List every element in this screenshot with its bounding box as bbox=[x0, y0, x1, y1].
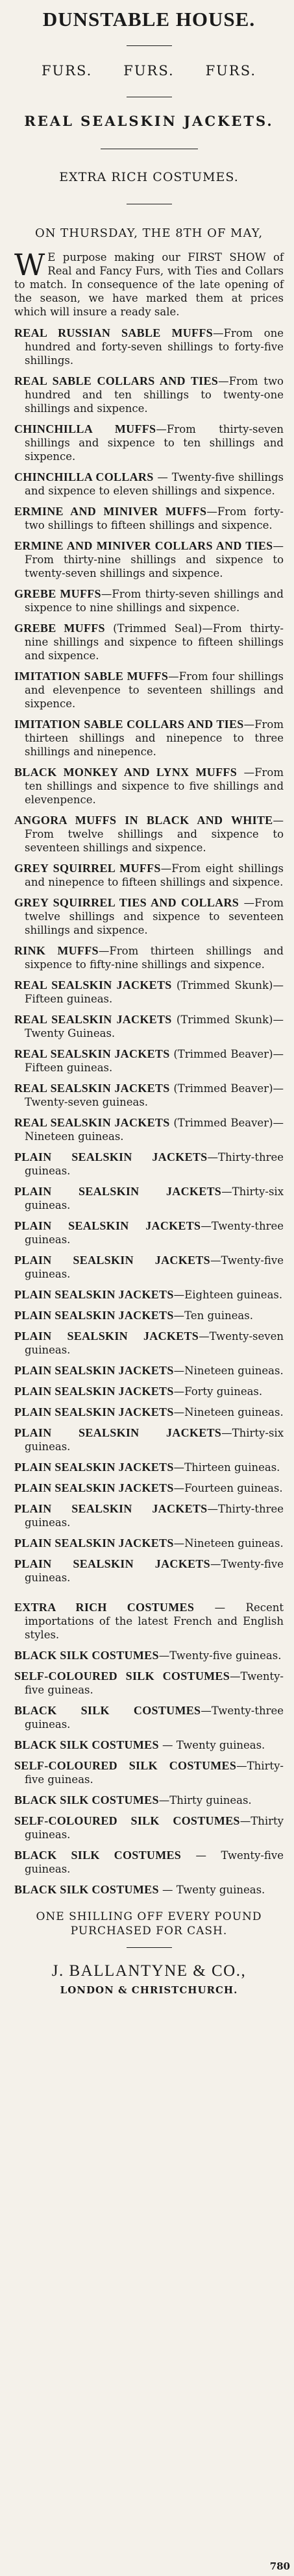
costume-price-item bbox=[14, 1738, 284, 1752]
item-description: —Twenty-seven guineas. bbox=[25, 1330, 284, 1356]
item-heading: SELF-COLOURED SILK COSTUMES bbox=[14, 1759, 237, 1772]
jacket-price-item bbox=[14, 1082, 284, 1109]
jacket-price-item bbox=[14, 1309, 284, 1322]
jacket-price-item bbox=[14, 1013, 284, 1040]
item-heading: PLAIN SEALSKIN JACKETS bbox=[14, 1385, 174, 1398]
jacket-price-item bbox=[14, 978, 284, 1006]
item-description: —Twenty-five guineas. bbox=[25, 1254, 284, 1280]
item-heading: BLACK SILK COSTUMES bbox=[14, 1704, 201, 1717]
item-description: — Recent importations of the latest French and English styles. bbox=[25, 1601, 284, 1641]
costume-price-item bbox=[14, 1793, 284, 1807]
item-description: —Thirty guineas. bbox=[25, 1815, 284, 1841]
item-description: —Twenty-five guineas. bbox=[25, 1558, 284, 1584]
item-description: —Twenty-five guineas. bbox=[25, 1670, 284, 1696]
furs-row bbox=[26, 63, 272, 79]
furs-word: FURS. bbox=[205, 63, 257, 79]
item-heading: EXTRA RICH COSTUMES bbox=[14, 1601, 195, 1614]
costume-price-item bbox=[14, 1649, 284, 1662]
fur-price-item bbox=[14, 944, 284, 971]
item-description: (Trimmed Seal)—From thirty-nine shillings and sixpence to fifteen shillings and sixpence. bbox=[25, 622, 284, 662]
jacket-price-item bbox=[14, 1405, 284, 1419]
fur-price-item bbox=[14, 422, 284, 463]
item-description: (Trimmed Beaver)—Fifteen guineas. bbox=[25, 1048, 284, 1074]
item-heading: IMITATION SABLE COLLARS AND TIES bbox=[14, 718, 244, 731]
item-heading: SELF-COLOURED SILK COSTUMES bbox=[14, 1670, 230, 1683]
item-description: —From eight shillings and ninepence to fifteen shillings and sixpence. bbox=[25, 862, 284, 888]
furs-word: FURS. bbox=[41, 63, 93, 79]
item-description: — Twenty-five shillings and sixpence to eleven shillings and sixpence. bbox=[25, 471, 284, 497]
item-heading: PLAIN SEALSKIN JACKETS bbox=[14, 1219, 201, 1232]
item-description: —From twelve shillings and sixpence to seventeen shillings and sixpence. bbox=[25, 897, 284, 936]
jacket-price-item bbox=[14, 1288, 284, 1302]
jacket-price-item bbox=[14, 1502, 284, 1529]
item-description: —From four shillings and elevenpence to seventeen shillings and sixpence. bbox=[25, 670, 284, 710]
item-heading: SELF-COLOURED SILK COSTUMES bbox=[14, 1814, 240, 1827]
item-description: —Thirty-five guineas. bbox=[25, 1760, 284, 1786]
item-heading: BLACK MONKEY AND LYNX MUFFS bbox=[14, 766, 238, 779]
section-subheading: EXTRA RICH COSTUMES. bbox=[59, 170, 239, 184]
furs-price-list bbox=[14, 326, 284, 971]
firm-location: LONDON & CHRISTCHURCH. bbox=[60, 1984, 238, 1996]
section-heading: REAL SEALSKIN JACKETS. bbox=[24, 113, 274, 129]
intro-text: E purpose making our FIRST SHOW of Real and Fancy Furs, with Ties and Collars to match. In consequence of the late opening of the season, we have marked them at prices which will insure a ready sale. bbox=[14, 251, 284, 318]
item-description: — Twenty-five guineas. bbox=[25, 1849, 284, 1875]
drop-cap: W bbox=[14, 247, 45, 282]
item-heading: PLAIN SEALSKIN JACKETS bbox=[14, 1330, 199, 1343]
item-description: —From ten shillings and sixpence to five shillings and elevenpence. bbox=[25, 766, 284, 806]
item-description: —Ten guineas. bbox=[173, 1309, 253, 1322]
item-description: —Fourteen guineas. bbox=[173, 1482, 283, 1494]
item-heading: ANGORA MUFFS IN BLACK AND WHITE bbox=[14, 814, 273, 827]
item-heading: REAL SEALSKIN JACKETS bbox=[14, 1082, 170, 1095]
item-description: — Twenty guineas. bbox=[158, 1739, 265, 1751]
jacket-price-item bbox=[14, 1047, 284, 1075]
jacket-price-item bbox=[14, 1150, 284, 1178]
fur-price-item bbox=[14, 539, 284, 580]
jacket-price-item bbox=[14, 1330, 284, 1357]
cash-offer bbox=[14, 1910, 284, 1938]
item-description: —Twenty-three guineas. bbox=[25, 1705, 284, 1731]
jacket-price-item bbox=[14, 1185, 284, 1212]
divider-rule bbox=[127, 45, 172, 46]
costume-price-item bbox=[14, 1849, 284, 1876]
item-description: —From thirty-nine shillings and sixpence to twenty-seven shillings and sixpence. bbox=[25, 540, 284, 579]
fur-price-item bbox=[14, 718, 284, 759]
item-heading: ERMINE AND MINIVER MUFFS bbox=[14, 505, 207, 518]
cash-offer-line: ONE SHILLING OFF EVERY POUND bbox=[36, 1910, 262, 1923]
item-description: —Eighteen guineas. bbox=[173, 1289, 283, 1301]
item-description: —Thirty-six guineas. bbox=[25, 1185, 284, 1211]
item-heading: GREBE MUFFS bbox=[14, 587, 101, 600]
jacket-price-item bbox=[14, 1557, 284, 1585]
jacket-price-item bbox=[14, 1426, 284, 1453]
item-heading: PLAIN SEALSKIN JACKETS bbox=[14, 1309, 174, 1322]
jacket-price-item bbox=[14, 1385, 284, 1398]
item-heading: GREBE MUFFS bbox=[14, 622, 105, 635]
costume-price-item bbox=[14, 1670, 284, 1697]
jacket-price-item bbox=[14, 1254, 284, 1281]
firm-name: J. BALLANTYNE & CO., bbox=[51, 1962, 247, 1980]
item-description: (Trimmed Beaver)—Nineteen guineas. bbox=[25, 1117, 284, 1143]
jacket-price-item bbox=[14, 1219, 284, 1246]
item-heading: PLAIN SEALSKIN JACKETS bbox=[14, 1461, 174, 1474]
item-description: (Trimmed Skunk)—Twenty Guineas. bbox=[25, 1014, 284, 1039]
item-heading: IMITATION SABLE MUFFS bbox=[14, 670, 169, 683]
fur-price-item bbox=[14, 862, 284, 889]
jacket-price-item bbox=[14, 1537, 284, 1550]
item-description: —From thirty-seven shillings and sixpence to ten shillings and sixpence. bbox=[25, 423, 284, 463]
item-heading: PLAIN SEALSKIN JACKETS bbox=[14, 1288, 174, 1301]
item-description: —Twenty-three guineas. bbox=[25, 1220, 284, 1246]
item-description: —From two hundred and ten shillings to twenty-one shillings and sixpence. bbox=[25, 375, 284, 415]
item-heading: BLACK SILK COSTUMES bbox=[14, 1649, 159, 1662]
item-heading: ERMINE AND MINIVER COLLARS AND TIES bbox=[14, 539, 273, 552]
item-heading: BLACK SILK COSTUMES bbox=[14, 1849, 182, 1862]
costume-price-item bbox=[14, 1814, 284, 1841]
item-heading: PLAIN SEALSKIN JACKETS bbox=[14, 1254, 210, 1267]
item-description: —From thirty-seven shillings and sixpence to nine shillings and sixpence. bbox=[25, 588, 284, 614]
item-description: —Forty guineas. bbox=[173, 1385, 263, 1398]
item-heading: BLACK SILK COSTUMES bbox=[14, 1793, 159, 1806]
item-description: —Thirty-six guineas. bbox=[25, 1427, 284, 1453]
jacket-price-item bbox=[14, 1481, 284, 1495]
costume-price-item bbox=[14, 1704, 284, 1731]
item-description: —Thirteen guineas. bbox=[173, 1461, 280, 1474]
furs-word: FURS. bbox=[123, 63, 175, 79]
fur-price-item bbox=[14, 814, 284, 855]
item-heading: CHINCHILLA MUFFS bbox=[14, 422, 156, 435]
item-description: —Thirty-three guineas. bbox=[25, 1151, 284, 1177]
item-heading: REAL RUSSIAN SABLE MUFFS bbox=[14, 326, 213, 339]
costume-price-item bbox=[14, 1601, 284, 1642]
item-heading: PLAIN SEALSKIN JACKETS bbox=[14, 1537, 174, 1549]
item-description: —Nineteen guineas. bbox=[173, 1537, 284, 1549]
item-description: —Nineteen guineas. bbox=[173, 1365, 284, 1377]
fur-price-item bbox=[14, 587, 284, 614]
item-description: —From forty-two shillings to fifteen shillings and sixpence. bbox=[25, 505, 284, 531]
fur-price-item bbox=[14, 896, 284, 937]
item-description: —Twenty-five guineas. bbox=[158, 1649, 282, 1662]
item-heading: PLAIN SEALSKIN JACKETS bbox=[14, 1185, 222, 1198]
divider-rule bbox=[127, 1947, 172, 1948]
item-heading: REAL SABLE COLLARS AND TIES bbox=[14, 374, 219, 387]
item-heading: PLAIN SEALSKIN JACKETS bbox=[14, 1405, 174, 1418]
fur-price-item bbox=[14, 470, 284, 498]
item-description: —From twelve shillings and sixpence to seventeen shillings and sixpence. bbox=[25, 814, 284, 854]
costume-price-item bbox=[14, 1883, 284, 1897]
cash-offer-line: PURCHASED FOR CASH. bbox=[70, 1925, 228, 1938]
item-description: (Trimmed Beaver)—Twenty-seven guineas. bbox=[25, 1082, 284, 1108]
item-description: —Thirty guineas. bbox=[158, 1794, 252, 1806]
fur-price-item bbox=[14, 374, 284, 415]
advert-title: DUNSTABLE HOUSE. bbox=[42, 8, 256, 30]
jacket-price-item bbox=[14, 1461, 284, 1474]
date-line: ON THURSDAY, THE 8TH OF MAY, bbox=[34, 226, 263, 240]
fur-price-item bbox=[14, 622, 284, 662]
item-heading: REAL SEALSKIN JACKETS bbox=[14, 978, 172, 991]
jackets-price-list bbox=[14, 978, 284, 1585]
item-description: (Trimmed Skunk)—Fifteen guineas. bbox=[25, 979, 284, 1005]
costume-price-item bbox=[14, 1759, 284, 1786]
item-description: —From thirteen shillings and ninepence to three shillings and ninepence. bbox=[25, 718, 284, 758]
column-reference-number: 780 bbox=[269, 2560, 290, 2572]
fur-price-item bbox=[14, 670, 284, 711]
item-heading: RINK MUFFS bbox=[14, 944, 99, 957]
item-heading: PLAIN SEALSKIN JACKETS bbox=[14, 1364, 174, 1377]
item-description: —Nineteen guineas. bbox=[173, 1406, 284, 1418]
fur-price-item bbox=[14, 326, 284, 367]
item-description: — Twenty guineas. bbox=[158, 1884, 265, 1896]
item-heading: BLACK SILK COSTUMES bbox=[14, 1738, 159, 1751]
item-heading: PLAIN SEALSKIN JACKETS bbox=[14, 1150, 208, 1163]
fur-price-item bbox=[14, 766, 284, 807]
item-heading: REAL SEALSKIN JACKETS bbox=[14, 1116, 170, 1129]
fur-price-item bbox=[14, 505, 284, 532]
item-heading: PLAIN SEALSKIN JACKETS bbox=[14, 1481, 174, 1494]
jacket-price-item bbox=[14, 1364, 284, 1378]
item-heading: PLAIN SEALSKIN JACKETS bbox=[14, 1502, 208, 1515]
item-heading: REAL SEALSKIN JACKETS bbox=[14, 1047, 170, 1060]
item-heading: BLACK SILK COSTUMES bbox=[14, 1883, 159, 1896]
item-heading: CHINCHILLA COLLARS bbox=[14, 470, 154, 483]
jacket-price-item bbox=[14, 1116, 284, 1143]
item-heading: GREY SQUIRREL TIES AND COLLARS bbox=[14, 896, 239, 909]
item-description: —From one hundred and forty-seven shillings to forty-five shillings. bbox=[25, 327, 284, 367]
item-description: —From thirteen shillings and sixpence to fifty-nine shillings and sixpence. bbox=[25, 945, 284, 971]
item-heading: REAL SEALSKIN JACKETS bbox=[14, 1013, 172, 1026]
costumes-price-list bbox=[14, 1601, 284, 1897]
item-heading: GREY SQUIRREL MUFFS bbox=[14, 862, 161, 875]
intro-paragraph bbox=[14, 247, 284, 319]
item-description: —Thirty-three guineas. bbox=[25, 1503, 284, 1529]
item-heading: PLAIN SEALSKIN JACKETS bbox=[14, 1557, 210, 1570]
item-heading: PLAIN SEALSKIN JACKETS bbox=[14, 1426, 222, 1439]
